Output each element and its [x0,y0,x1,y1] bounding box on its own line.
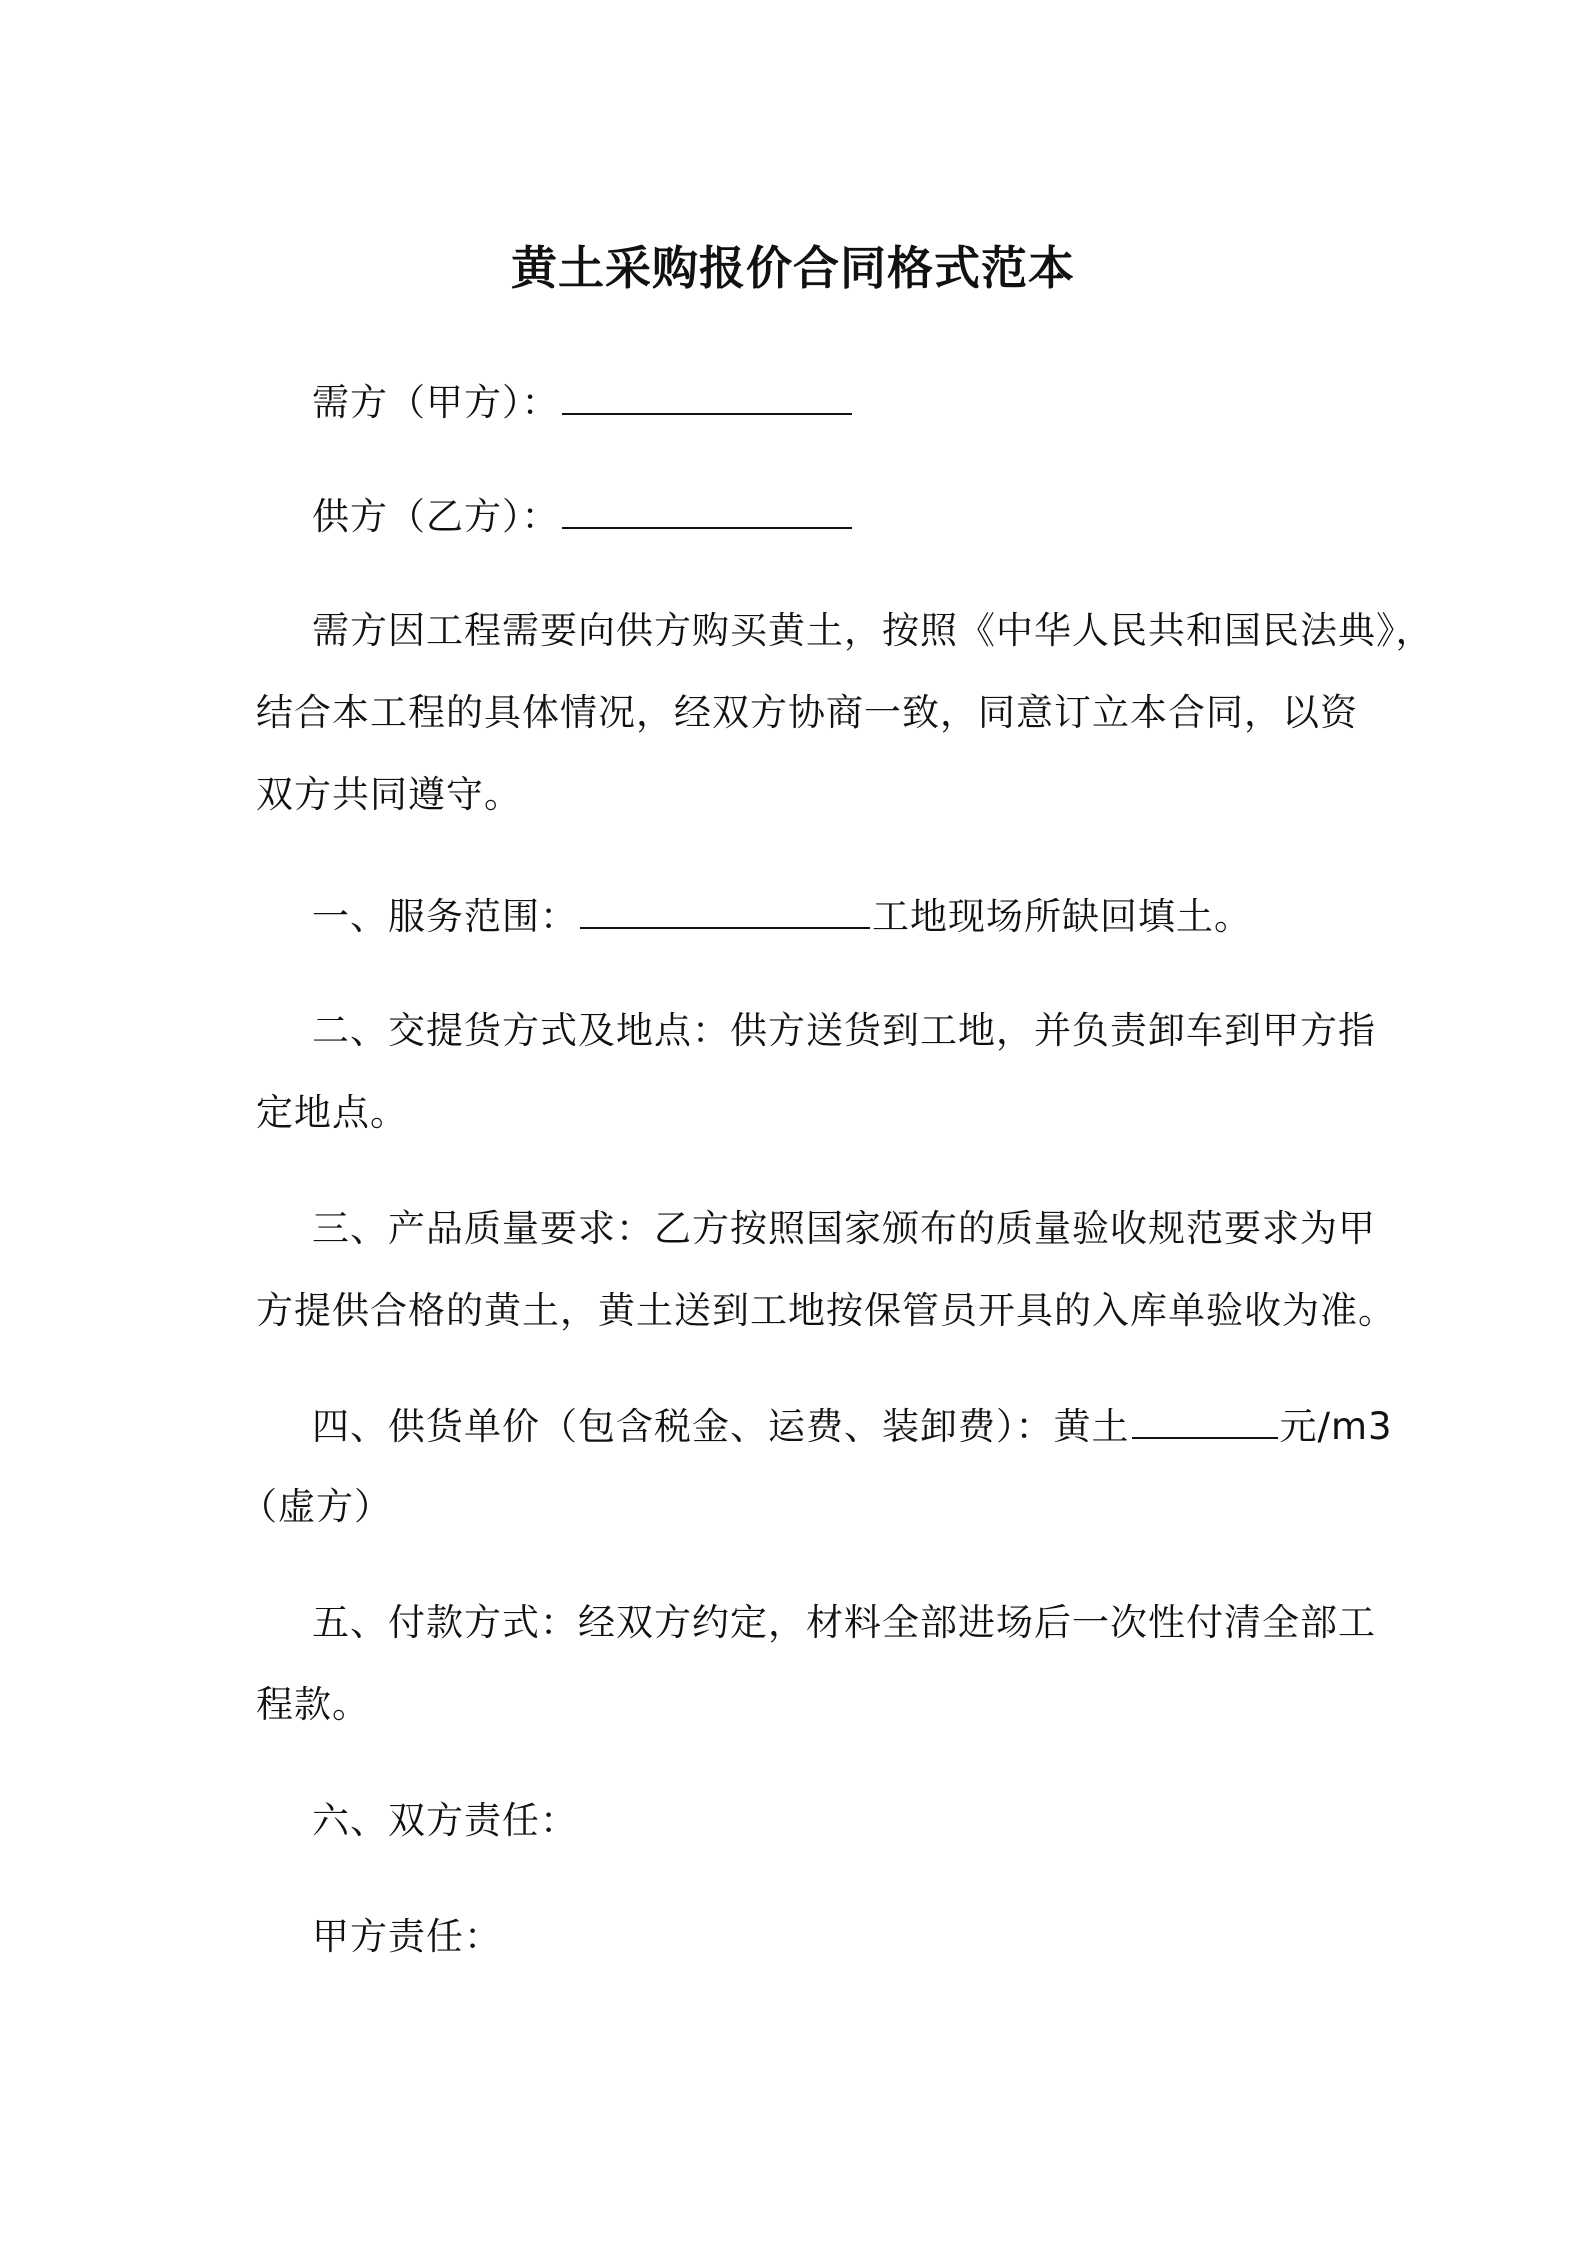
supplier-line [312,492,854,542]
document-title: 黄土采购报价合同格式范本 [511,241,1075,295]
clause-4-prefix: 四、供货单价（包含税金、运费、装卸费）：黄土 [312,1405,1130,1448]
clause-2-line-1: 二、交提货方式及地点：供方送货到工地，并负责卸车到甲方指 [312,1009,1376,1052]
supplier-blank [562,493,852,529]
clause-1-line [312,892,1252,942]
preamble-line-1: 需方因工程需要向供方购买黄土，按照《中华人民共和国民法典》， [312,609,1434,652]
preamble-line-2: 结合本工程的具体情况，经双方协商一致，同意订立本合同，以资 [256,691,1358,734]
supplier-label: 供方（乙方）： [312,495,560,538]
clause-4-line-1 [312,1402,1393,1452]
clause-3-line-1: 三、产品质量要求：乙方按照国家颁布的质量验收规范要求为甲 [312,1207,1376,1250]
preamble-line-3: 双方共同遵守。 [256,773,522,816]
clause-5-line-2: 程款。 [256,1683,370,1726]
clause-2-line-2: 定地点。 [256,1091,408,1134]
clause-1-blank [580,893,870,929]
clause-1-prefix: 一、服务范围： [312,895,578,938]
clause-3-line-2: 方提供合格的黄土，黄土送到工地按保管员开具的入库单验收为准。 [256,1289,1396,1332]
clause-6-heading: 六、双方责任： [312,1799,578,1842]
party-a-duty-heading: 甲方责任： [312,1915,502,1958]
clause-4-unit: 元/m3 [1279,1405,1393,1448]
buyer-line [312,378,854,428]
buyer-blank [562,379,852,415]
clause-4-line-2: （虚方） [240,1485,392,1528]
clause-5-line-1: 五、付款方式：经双方约定，材料全部进场后一次性付清全部工 [312,1601,1376,1644]
clause-1-suffix: 工地现场所缺回填土。 [872,895,1252,938]
buyer-label: 需方（甲方）： [312,381,560,424]
clause-4-price-blank [1132,1403,1278,1439]
